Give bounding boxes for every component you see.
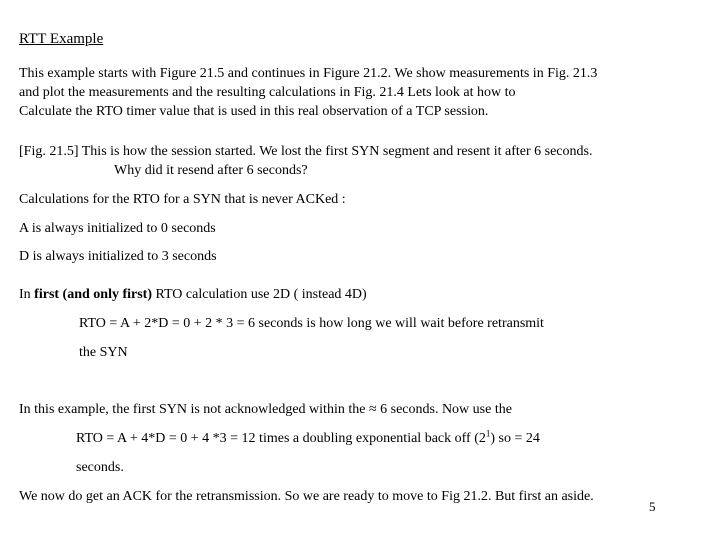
first-calc-bold: first (and only first)	[34, 287, 152, 302]
init-d: D is always initialized to 3 seconds	[19, 249, 217, 264]
first-calc-suffix: RTO calculation use 2D ( instead 4D)	[152, 287, 367, 302]
rto2-line-2: seconds.	[76, 460, 124, 475]
first-calc-prefix: In	[19, 287, 35, 302]
rto2-after: ) so = 24	[490, 431, 540, 446]
intro-line-2: and plot the measurements and the resulting calculations in Fig. 21.4 Lets look at how to	[19, 85, 516, 100]
fig-line-2: Why did it resend after 6 seconds?	[114, 163, 308, 178]
init-a: A is always initialized to 0 seconds	[19, 221, 216, 236]
example-line: In this example, the first SYN is not acknowledged within the ≈ 6 seconds. Now use the	[19, 402, 512, 417]
page-title: RTT Example	[19, 31, 104, 47]
first-calc-line	[19, 287, 367, 303]
rto1-line-2: the SYN	[79, 345, 128, 360]
intro-line-1: This example starts with Figure 21.5 and continues in Figure 21.2. We show measurements in Fig. 21.3	[19, 66, 598, 81]
rto2-before: RTO = A + 4*D = 0 + 4 *3 = 12 times a doubling exponential back off (2	[76, 431, 486, 446]
rto1-line-1: RTO = A + 2*D = 0 + 2 * 3 = 6 seconds is how long we will wait before retransmit	[79, 316, 544, 331]
page-number: 5	[649, 499, 656, 514]
calc-heading: Calculations for the RTO for a SYN that is never ACKed :	[19, 192, 346, 207]
final-line: We now do get an ACK for the retransmission. So we are ready to move to Fig 21.2. But first an aside.	[19, 489, 594, 504]
rto2-line-1	[76, 428, 540, 447]
fig-line-1: [Fig. 21.5] This is how the session started. We lost the first SYN segment and resent it after 6 seconds.	[19, 144, 593, 159]
intro-line-3: Calculate the RTO timer value that is used in this real observation of a TCP session.	[19, 104, 489, 119]
rto2-exponent: 1	[485, 428, 491, 439]
